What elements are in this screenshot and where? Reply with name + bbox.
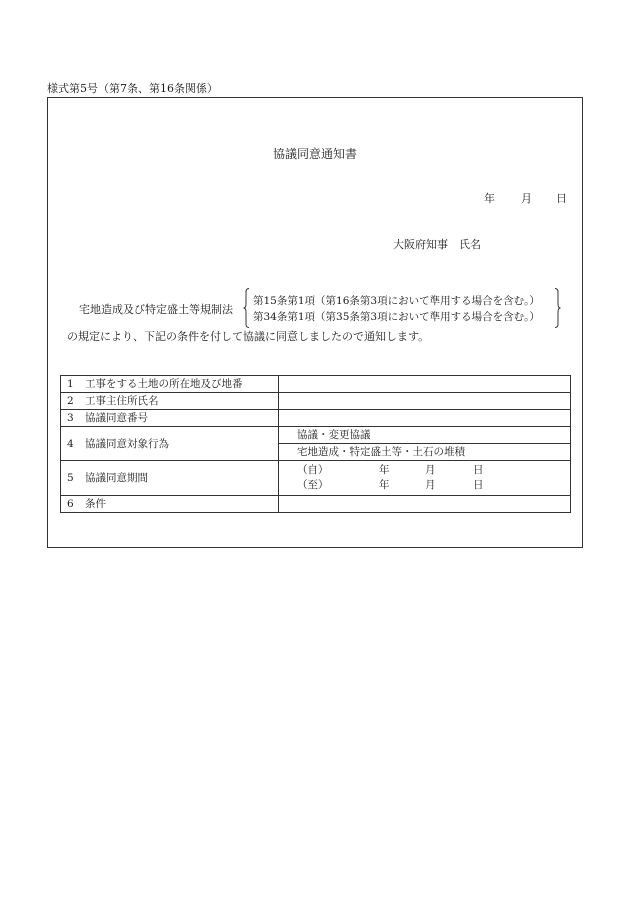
- form-number-label: 様式第5号（第7条、第16条関係）: [47, 82, 218, 95]
- row-label-text: 協議同意期間: [85, 472, 148, 484]
- row-label-text: 協議同意番号: [85, 412, 148, 424]
- official-name-line: 大阪府知事 氏名: [393, 238, 481, 251]
- right-brace-icon: [554, 288, 561, 328]
- row-label-owner: [61, 393, 279, 410]
- document-title: 協議同意通知書: [272, 147, 357, 161]
- row-label-text: 工事をする土地の所在地及び地番: [85, 378, 243, 390]
- period-from-label: （自）: [297, 464, 329, 476]
- table-row: [61, 410, 571, 427]
- table-row: [61, 496, 571, 513]
- option-consultation[interactable]: 協議・変更協議: [279, 427, 571, 444]
- law-article-2: 第34条第1項（第35条第3項において準用する場合を含む。）: [253, 311, 540, 323]
- row-number: 1: [67, 378, 74, 390]
- row-label-target-act: [61, 427, 279, 461]
- date-year: 年: [484, 192, 495, 205]
- date-day: 日: [556, 192, 567, 205]
- period-from-year: 年: [379, 464, 390, 476]
- option-activity-type[interactable]: 宅地造成・特定盛土等・土石の堆積: [279, 444, 571, 461]
- row-number: 5: [67, 472, 74, 484]
- period-to-month: 月: [425, 479, 436, 491]
- row-label-location: [61, 376, 279, 393]
- period-from-month: 月: [425, 464, 436, 476]
- row-label-conditions: [61, 496, 279, 513]
- period-to-year: 年: [379, 479, 390, 491]
- period-from-line: [297, 463, 564, 478]
- conditions-table: [60, 375, 571, 513]
- period-from-day: 日: [473, 464, 484, 476]
- period-to-line: [297, 478, 564, 493]
- period-to-label: （至）: [297, 479, 329, 491]
- table-row: [61, 461, 571, 496]
- row-label-consent-number: [61, 410, 279, 427]
- left-brace-icon: [243, 288, 250, 328]
- value-cell-owner[interactable]: [279, 393, 571, 410]
- row-label-text: 工事主住所氏名: [85, 395, 159, 407]
- row-number: 6: [67, 498, 74, 510]
- value-cell-consent-number[interactable]: [279, 410, 571, 427]
- law-name: 宅地造成及び特定盛土等規制法: [79, 303, 233, 316]
- value-cell-conditions[interactable]: [279, 496, 571, 513]
- row-number: 3: [67, 412, 74, 424]
- period-to-day: 日: [473, 479, 484, 491]
- value-cell-period[interactable]: [279, 461, 571, 496]
- row-number: 2: [67, 395, 74, 407]
- law-article-1: 第15条第1項（第16条第3項において準用する場合を含む。）: [253, 295, 540, 307]
- body-text: の規定により、下記の条件を付して協議に同意しましたので通知します。: [67, 330, 430, 343]
- date-month: 月: [521, 192, 532, 205]
- value-cell-location[interactable]: [279, 376, 571, 393]
- table-row: [61, 376, 571, 393]
- row-label-text: 協議同意対象行為: [85, 437, 169, 450]
- table-row: [61, 393, 571, 410]
- row-label-text: 条件: [85, 498, 106, 510]
- table-row: [61, 427, 571, 444]
- row-label-period: [61, 461, 279, 496]
- row-number: 4: [67, 437, 74, 450]
